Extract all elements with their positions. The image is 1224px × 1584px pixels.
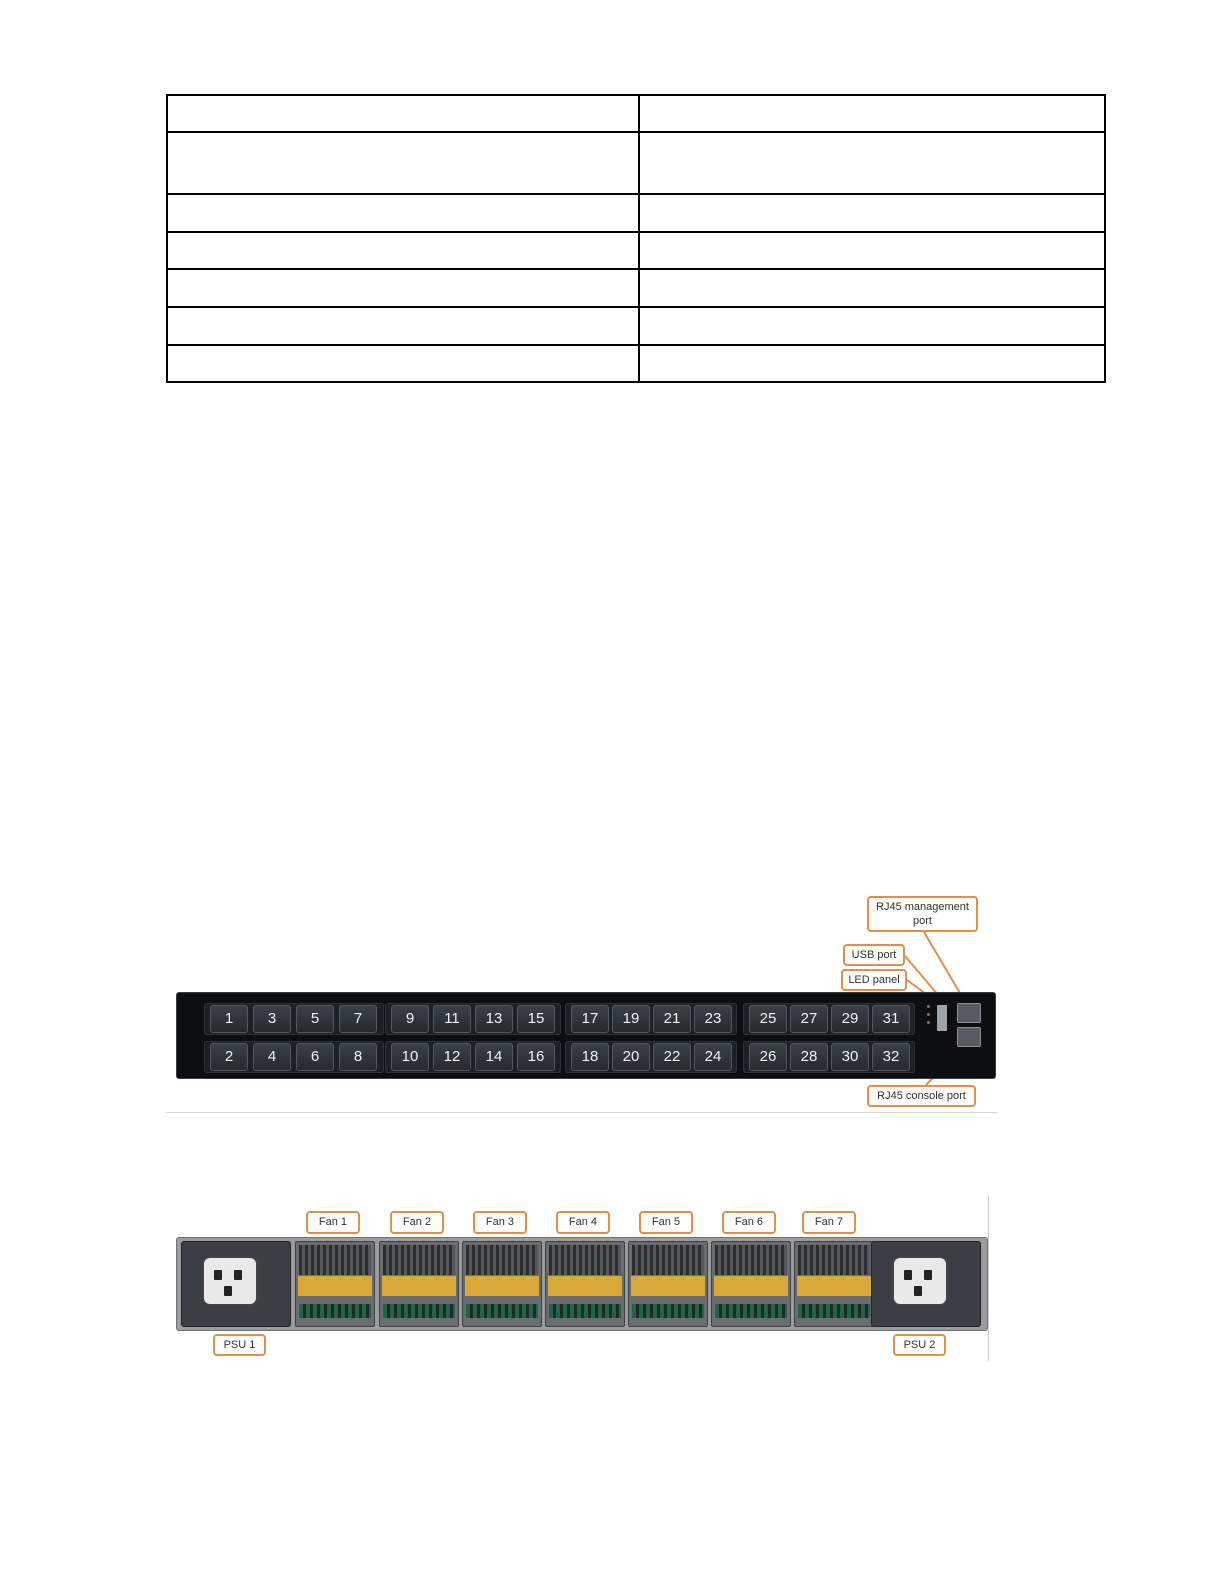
qsfp-port[interactable]: 5 (296, 1005, 334, 1033)
fan-label-strip (714, 1276, 788, 1296)
qsfp-port[interactable]: 7 (339, 1005, 377, 1033)
qsfp-port[interactable]: 25 (749, 1005, 787, 1033)
fan-connector (632, 1304, 704, 1318)
fan-grill-icon (715, 1245, 787, 1275)
callout-fan: Fan 4 (556, 1211, 610, 1234)
fan-module[interactable] (295, 1241, 375, 1327)
qsfp-port[interactable]: 16 (517, 1043, 555, 1071)
fan-label-strip (797, 1276, 871, 1296)
qsfp-port[interactable]: 31 (872, 1005, 910, 1033)
qsfp-port[interactable]: 6 (296, 1043, 334, 1071)
qsfp-port[interactable]: 21 (653, 1005, 691, 1033)
callout-rj45-management: RJ45 management port (867, 896, 978, 932)
qsfp-port[interactable]: 12 (433, 1043, 471, 1071)
usb-port[interactable] (937, 1005, 947, 1031)
callout-fan: Fan 5 (639, 1211, 693, 1234)
callout-psu-1: PSU 1 (213, 1334, 266, 1356)
rj45-management-port[interactable] (957, 1003, 981, 1023)
fan-module[interactable] (462, 1241, 542, 1327)
fan-label-strip (465, 1276, 539, 1296)
qsfp-port[interactable]: 15 (517, 1005, 555, 1033)
fan-grill-icon (299, 1245, 371, 1275)
fan-grill-icon (383, 1245, 455, 1275)
qsfp-port[interactable]: 10 (391, 1043, 429, 1071)
qsfp-port[interactable]: 23 (694, 1005, 732, 1033)
callout-psu-2: PSU 2 (893, 1334, 946, 1356)
qsfp-port[interactable]: 11 (433, 1005, 471, 1033)
rear-chassis (176, 1237, 988, 1331)
fan-grill-icon (632, 1245, 704, 1275)
fan-connector (466, 1304, 538, 1318)
qsfp-port[interactable]: 2 (210, 1043, 248, 1071)
fan-label-strip (298, 1276, 372, 1296)
rj45-console-port[interactable] (957, 1027, 981, 1047)
qsfp-port[interactable]: 17 (571, 1005, 609, 1033)
psu-2-module[interactable] (871, 1241, 981, 1327)
fan-connector (299, 1304, 371, 1318)
qsfp-port[interactable]: 27 (790, 1005, 828, 1033)
callout-rj45-console: RJ45 console port (867, 1085, 976, 1107)
fan-grill-icon (466, 1245, 538, 1275)
fan-connector (798, 1304, 870, 1318)
callout-fan: Fan 3 (473, 1211, 527, 1234)
rear-figure-edge (988, 1196, 989, 1361)
fan-module[interactable] (628, 1241, 708, 1327)
qsfp-port[interactable]: 4 (253, 1043, 291, 1071)
qsfp-port[interactable]: 29 (831, 1005, 869, 1033)
qsfp-port[interactable]: 3 (253, 1005, 291, 1033)
fan-module[interactable] (379, 1241, 459, 1327)
qsfp-port[interactable]: 14 (475, 1043, 513, 1071)
qsfp-port[interactable]: 13 (475, 1005, 513, 1033)
fan-connector (549, 1304, 621, 1318)
qsfp-port[interactable]: 28 (790, 1043, 828, 1071)
front-chassis (176, 992, 996, 1079)
qsfp-port[interactable]: 19 (612, 1005, 650, 1033)
callout-fan: Fan 1 (306, 1211, 360, 1234)
callout-led-panel: LED panel (841, 969, 907, 991)
fan-module[interactable] (711, 1241, 791, 1327)
qsfp-port[interactable]: 22 (653, 1043, 691, 1071)
callout-usb: USB port (843, 944, 905, 966)
qsfp-port[interactable]: 24 (694, 1043, 732, 1071)
power-socket-icon (202, 1256, 258, 1306)
fan-label-strip (382, 1276, 456, 1296)
led-panel (925, 1003, 933, 1033)
fan-connector (715, 1304, 787, 1318)
power-socket-icon (892, 1256, 948, 1306)
callout-fan: Fan 2 (390, 1211, 444, 1234)
qsfp-port[interactable]: 18 (571, 1043, 609, 1071)
qsfp-port[interactable]: 1 (210, 1005, 248, 1033)
fan-grill-icon (798, 1245, 870, 1275)
psu-1-module[interactable] (181, 1241, 291, 1327)
qsfp-port[interactable]: 8 (339, 1043, 377, 1071)
callout-fan: Fan 6 (722, 1211, 776, 1234)
qsfp-port[interactable]: 26 (749, 1043, 787, 1071)
fan-module[interactable] (794, 1241, 874, 1327)
qsfp-port[interactable]: 9 (391, 1005, 429, 1033)
qsfp-port[interactable]: 20 (612, 1043, 650, 1071)
fan-label-strip (548, 1276, 622, 1296)
fan-label-strip (631, 1276, 705, 1296)
fan-connector (383, 1304, 455, 1318)
front-figure-baseline (166, 1112, 998, 1113)
qsfp-port[interactable]: 30 (831, 1043, 869, 1071)
fan-module[interactable] (545, 1241, 625, 1327)
qsfp-port[interactable]: 32 (872, 1043, 910, 1071)
fan-grill-icon (549, 1245, 621, 1275)
callout-fan: Fan 7 (802, 1211, 856, 1234)
